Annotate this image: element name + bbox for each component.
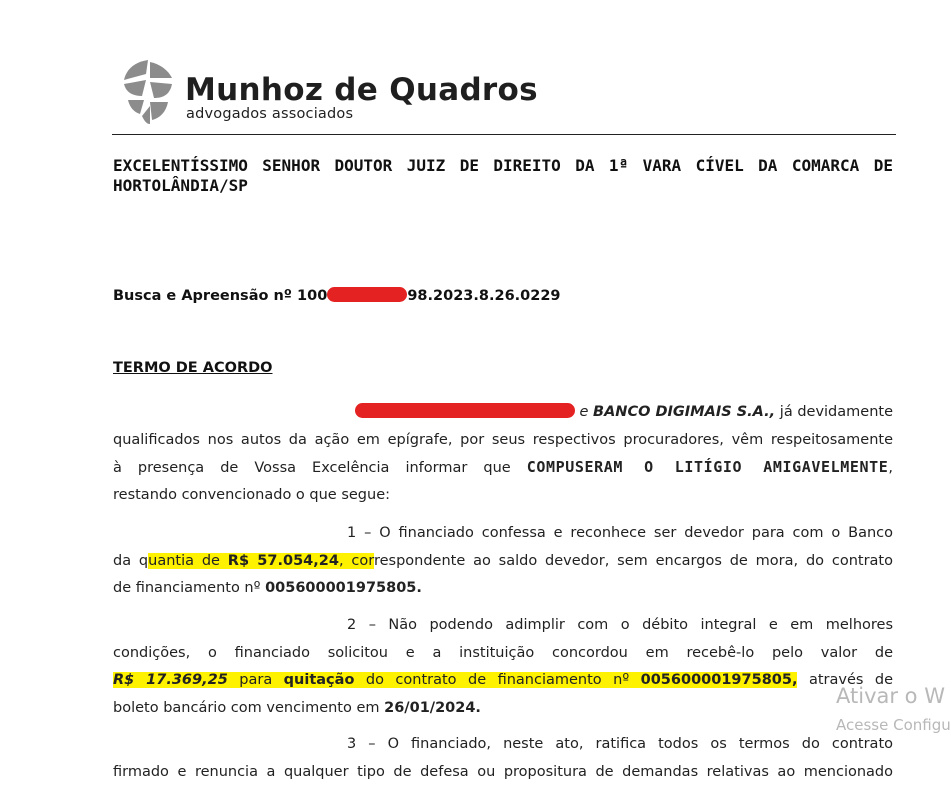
clause-1	[113, 520, 893, 603]
clause-1-highlight-b: , cor	[339, 553, 374, 569]
contract-number-2: 005600001975805,	[641, 672, 798, 688]
addressee-heading: EXCELENTÍSSIMO SENHOR DOUTOR JUIZ DE DIREITO DA 1ª VARA CÍVEL DA COMARCA DE HORTOLÂNDIA/SP	[113, 156, 893, 196]
clause-1-highlight-a: uantia de	[148, 553, 228, 569]
party-redaction-mark	[355, 403, 575, 418]
debt-amount: R$ 57.054,24	[228, 553, 339, 569]
clause-2-quitacao: quitação	[284, 672, 355, 688]
process-number-suffix: 98.2023.8.26.0229	[407, 288, 560, 304]
contract-number: 005600001975805.	[265, 580, 422, 596]
settlement-amount: R$ 17.369,25	[113, 672, 228, 688]
clause-2-mid: do contrato de financiamento nº	[366, 672, 629, 688]
clause-1-line-2	[113, 548, 893, 576]
clause-2-line-1: 2 – Não podendo adimplir com o débito integral e em melhores	[113, 612, 893, 640]
clause-1-text-c: de financiamento nº	[113, 580, 260, 596]
clause-1-line-3	[113, 575, 893, 603]
intro-line-3-end: ,	[888, 460, 893, 476]
firm-logo-icon	[120, 58, 176, 126]
process-label: Busca e Apreensão nº	[113, 288, 292, 304]
intro-line-1	[113, 399, 893, 427]
clause-2	[113, 612, 893, 722]
intro-line-4: restando convencionado o que segue:	[113, 482, 893, 510]
intro-paragraph	[113, 399, 893, 509]
firm-name: Munhoz de Quadros	[185, 72, 538, 108]
clause-3	[113, 731, 893, 786]
clause-2-line-3-end: através de	[809, 672, 893, 688]
clause-2-line-4	[113, 695, 893, 723]
intro-line-3-start: à presença de Vossa Excelência informar que	[113, 460, 511, 476]
header-divider	[112, 134, 896, 135]
activation-watermark-subtitle: Acesse Configu	[836, 716, 951, 734]
process-number	[113, 287, 561, 304]
clause-1-line-1: 1 – O financiado confessa e reconhece ser devedor para com o Banco	[113, 520, 893, 548]
clause-1-text-b: respondente ao saldo devedor, sem encargos de mora, do contrato	[374, 553, 893, 569]
intro-line-3	[113, 454, 893, 482]
clause-2-para: para	[239, 672, 272, 688]
activation-watermark-title: Ativar o W	[836, 684, 945, 708]
due-date: 26/01/2024.	[384, 700, 481, 716]
clause-3-line-1: 3 – O financiado, neste ato, ratifica todos os termos do contrato	[113, 731, 893, 759]
intro-line-2: qualificados nos autos da ação em epígrafe, por seus respectivos procuradores, vêm respeitosamente	[113, 427, 893, 455]
clause-3-line-2: firmado e renuncia a qualquer tipo de defesa ou propositura de demandas relativas ao mencionado	[113, 759, 893, 786]
clause-2-text-d: boleto bancário com vencimento em	[113, 700, 380, 716]
agreement-statement: COMPUSERAM O LITÍGIO AMIGAVELMENTE	[527, 458, 889, 476]
clause-2-line-2: condições, o financiado solicitou e a instituição concordou em recebê-lo pelo valor de	[113, 640, 893, 668]
intro-line-1-end: já devidamente	[780, 404, 893, 420]
process-number-prefix: 100	[297, 288, 327, 304]
bank-name: BANCO DIGIMAIS S.A.,	[593, 404, 775, 420]
intro-conjunction: e	[580, 404, 589, 420]
firm-subtitle: advogados associados	[186, 106, 353, 122]
clause-2-line-3	[113, 667, 893, 695]
section-title: TERMO DE ACORDO	[113, 360, 272, 376]
redaction-mark	[327, 287, 407, 302]
clause-1-text-a: da q	[113, 553, 148, 569]
